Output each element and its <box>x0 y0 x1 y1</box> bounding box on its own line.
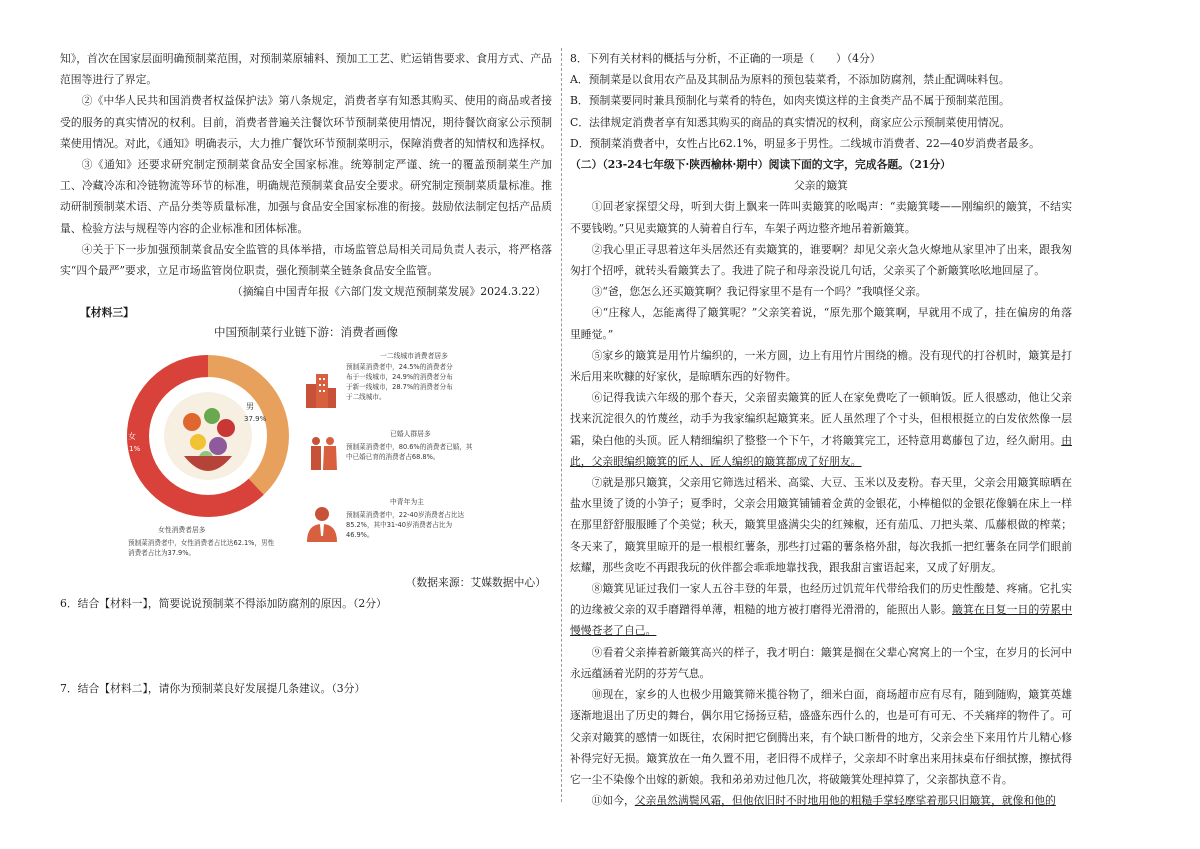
column-divider <box>561 48 562 802</box>
material2-paragraph-3: ③《通知》还要求研究制定预制菜食品安全国家标准。统筹制定严谨、统一的覆盖预制菜生产加工、冷藏冷冻和冷链物流等环节的标准，明确规范预制菜食品安全要求。研究制定预制菜质量标准。推动研制预制菜术语、产品分类等质量标准，加强与食品安全国家标准的衔接。鼓励依法制定包括产品质量、检验方法与规程等内容的企业标准和团体标准。 <box>60 158 552 235</box>
essay-paragraph-8 <box>570 578 1072 642</box>
married-heading: 已婚人群居多 <box>390 429 431 438</box>
age-heading: 中青年为主 <box>390 497 424 506</box>
essay-paragraph-8-text: ⑧簸箕见证过我们一家人五谷丰登的年景，也经历过饥荒年代带给我们的历史性酸楚、疼痛。它扎实的边缘被父亲的双手磨蹭得单薄，粗糙的地方被打磨得光滑滑的，能照出人影。 <box>570 582 1072 617</box>
material3-heading: 【材料三】 <box>80 306 134 320</box>
food-bowl-illustration <box>164 392 252 480</box>
answer-space-6 <box>60 614 552 678</box>
city-buildings-icon <box>304 372 338 408</box>
option-d: D．预制菜消费者中，女性占比62.1%，明显多于男性。二线城市消费者、22—40岁消费者最多。 <box>570 136 1040 150</box>
underlined-sentence-8: 簸箕在日复一日的劳累中慢慢苍老了自己。 <box>570 603 1072 638</box>
married-couple-icon <box>308 436 338 472</box>
essay-paragraph-6 <box>570 387 1072 472</box>
essay-paragraph-2: ②我心里正寻思着这年头居然还有卖簸箕的，谁要啊？却见父亲火急火燎地从家里冲了出来，跟我匆匆打个招呼，就转头看簸箕去了。我进了院子和母亲没说几句话，父亲买了个新簸箕吆吆地回屋了。 <box>570 242 1072 278</box>
gender-donut-chart <box>118 346 298 526</box>
male-label: 男 <box>246 401 254 411</box>
option-b: B．预制菜要同时兼具预制化与菜肴的特色，如肉夹馍这样的主食类产品不属于预制菜范围。 <box>570 94 1010 108</box>
male-percentage: 37.9% <box>244 414 267 423</box>
option-c: C．法律规定消费者享有知悉其购买的商品的真实情况的权利，商家应公示预制菜使用情况。 <box>570 115 1011 129</box>
left-column <box>60 48 552 699</box>
essay-paragraph-1: ①回老家探望父母，听到大街上飘来一阵叫卖簸箕的吆喝声：“卖簸箕喽——刚编织的簸箕，不结实不要钱哟。”只见卖簸箕的人骑着自行车，车架子两边整齐地吊着新簸箕。 <box>570 200 1072 235</box>
section-2-heading: （二）（23-24七年级下·陕西榆林·期中）阅读下面的文字，完成各题。（21分） <box>570 158 951 172</box>
essay-paragraph-7: ⑦就是那只簸箕，父亲用它筛选过稻米、高粱、大豆、玉米以及麦粉。春天里，父亲会用簸箕晾晒在盐水里烫了烫的小笋子；夏季时，父亲会用簸箕铺铺着金黄的金银花，小棒槌似的金银花像躺在床上一样在那里舒舒服服睡了个美觉；秋天，簸箕里盛满尖尖的红辣椒，还有茄瓜、刀把头菜、瓜藤根做的榨菜；冬天来了，簸箕里晾开的是一根根红薯条，那些打过霜的薯条格外甜，每次我抓一把红薯条在同学们眼前炫耀，那些贪吃不再跟我玩的伙伴都会乖乖地靠找我，跟我甜言蜜语起来，又成了好朋友。 <box>570 476 1072 574</box>
question-6: 6．结合【材料一】，简要说说预制菜不得添加防腐剂的原因。（2分） <box>60 596 387 610</box>
material2-paragraph-1: 知》，首次在国家层面明确预制菜范围，对预制菜原辅料、预加工工艺、贮运销售要求、食用方式、产品范围等进行了界定。 <box>60 52 552 87</box>
age-text: 预制菜消费者中，22-40岁消费者占比达85.2%，其中31-40岁消费者占比为46.9%。 <box>346 510 465 539</box>
essay-paragraph-11-text: ⑪如今， <box>591 794 635 808</box>
consumer-infographic <box>60 324 552 572</box>
material2-source: （摘编自中国青年报《六部门发文规范预制菜发展》2024.3.22） <box>231 285 546 299</box>
data-source: （数据来源：艾媒数据中心） <box>405 575 546 589</box>
city-text: 预制菜消费者中，24.5%的消费者分布于一线城市，24.9%的消费者分布于新一线城市，28.7%的消费者分布于二线城市。 <box>346 362 453 401</box>
underlined-sentence-11: 父亲虽然满鬓风霜，但他依旧时不时地用他的粗糙手掌轻摩挲着那只旧簸箕，就像和他的 <box>634 794 1056 808</box>
female-majority-caption: 女性消费者居多 <box>158 525 206 534</box>
essay-paragraph-3: ③“爸，您怎么还买簸箕啊？我记得家里不是有一个吗？”我嗔怪父亲。 <box>591 285 927 299</box>
infographic-title: 中国预制菜行业链下游：消费者画像 <box>214 324 398 339</box>
essay-paragraph-4: ④“庄稼人，怎能离得了簸箕呢？”父亲笑着说，“原先那个簸箕啊，早就用不成了，挂在偏房的角落里睡觉。” <box>570 306 1072 341</box>
female-percentage: 62.1% <box>118 444 141 453</box>
essay-paragraph-6-text: ⑥记得我读六年级的那个春天，父亲留卖簸箕的匠人在家免费吃了一顿晌饭。匠人很感动，他让父亲找来沉淀很久的竹蔑丝，动手为我家编织起簸箕来。匠人虽然理了个寸头，但根根挺立的白发依然像一层霜，染白他的头顶。匠人精细编织了整整一个下午，才将簸箕完工，还特意用葛藤包了边，经久耐用。 <box>570 391 1072 447</box>
city-heading: 一二线城市消费者居多 <box>380 351 448 360</box>
married-text: 预制菜消费者中，80.6%的消费者已婚，其中已婚已育的消费者占68.8%。 <box>346 442 473 461</box>
essay-paragraph-5: ⑤家乡的簸箕是用竹片编织的，一米方圆，边上有用竹片围绕的檐。没有现代的打谷机时，簸箕是打米后用来吹糠的好家伙，是晾晒东西的好物件。 <box>570 348 1072 384</box>
female-label: 女 <box>128 431 136 441</box>
essay-title: 父亲的簸箕 <box>794 179 848 193</box>
question-7: 7．结合【材料二】，请你为预制菜良好发展提几条建议。（3分） <box>60 682 366 696</box>
businessman-icon <box>304 506 340 542</box>
essay-paragraph-10: ⑩现在，家乡的人也极少用簸箕筛米揽谷物了，细米白面，商场超市应有尽有，随到随购，簸箕英雄逐渐地退出了历史的舞台，偶尔用它扬扬豆秸，盛盛东西什么的，也是可有可无、不关痛痒的物件了。可父亲对簸箕的感情一如既往，农闲时把它倒腾出来，有个缺口断骨的地方，父亲会坐下来用竹片儿精心修补得完好无损。簸箕放在一角久置不用，老旧得不成样子，父亲却不时拿出来用抹桌布仔细拭擦，擦拭得它一尘不染像个出嫁的新娘。我和弟弟劝过他几次，将破簸箕处理掉算了，父亲都执意不肯。 <box>570 688 1072 786</box>
essay-paragraph-9: ⑨看着父亲捧着新簸箕高兴的样子，我才明白：簸箕是搁在父辈心窝窝上的一个宝，在岁月的长河中永远蕴涵着光阴的芬芳气息。 <box>570 645 1072 680</box>
question-8: 8．下列有关材料的概括与分析，不正确的一项是（ ）（4分） <box>570 52 881 65</box>
gender-ratio-note: 预制菜消费者中，女性消费者占比达62.1%，男性消费者占比为37.9%。 <box>128 538 275 557</box>
underlined-sentence-6: 由此，父亲眼编织簸箕的匠人、匠人编织的簸箕都成了好朋友。 <box>570 433 1072 468</box>
right-column <box>570 48 1072 811</box>
material2-paragraph-4: ④关于下一步加强预制菜食品安全监管的具体举措，市场监管总局相关司局负责人表示，将严格落实“四个最严”要求，立足市场监管岗位职责，强化预制菜全链条食品安全监管。 <box>60 242 552 278</box>
essay-paragraph-11 <box>570 790 1072 811</box>
material2-paragraph-2: ②《中华人民共和国消费者权益保护法》第八条规定，消费者享有知悉其购买、使用的商品或者接受的服务的真实情况的权利。目前，消费者普遍关注餐饮环节预制菜使用情况，期待餐饮商家公示预制菜使用情况。对此，《通知》明确表示，大力推广餐饮环节预制菜明示，保障消费者的知情权和选择权。 <box>60 94 552 150</box>
option-a: A．预制菜是以食用农产品及其制品为原料的预包装菜肴，不添加防腐剂，禁止配调味料包。 <box>570 73 1010 87</box>
